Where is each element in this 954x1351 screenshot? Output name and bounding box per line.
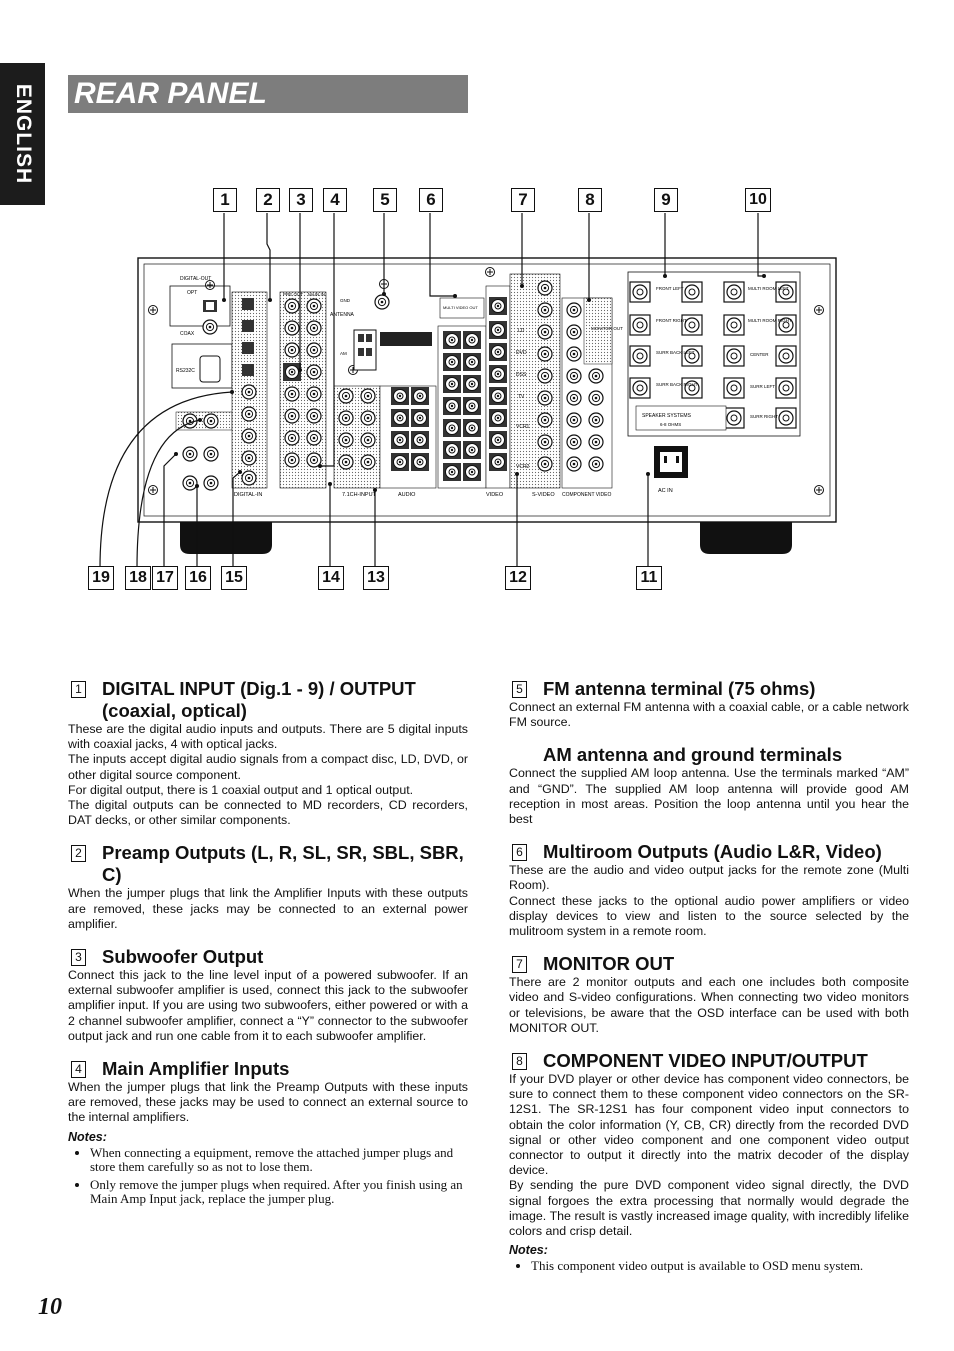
- source-label: TV: [518, 394, 525, 400]
- section-number: 6: [512, 844, 527, 861]
- speaker-label: SURR LEFT: [750, 384, 776, 389]
- callout-16: 16: [185, 566, 211, 590]
- notes-heading: Notes:: [509, 1243, 548, 1258]
- paragraph: If your DVD player or other device has component video connectors, be sure to connect them to these component video connectors on the SR-12S1. The SR-12S1 has four component video input connectors to obtain the color information (Y, CB, CR) directly from the recorded DVD signal or other video component and one component video output connector to output it directly into the matrix decoder of the display device.: [509, 1072, 909, 1178]
- section-digital-io: [68, 678, 468, 828]
- notes-list: [68, 1146, 468, 1207]
- note-item: • This component video output is available to OSD menu system.: [531, 1259, 909, 1274]
- source-label: DSS: [516, 372, 527, 378]
- callout-1: 1: [213, 188, 237, 212]
- section-heading: 3 Subwoofer Output: [68, 946, 468, 968]
- source-label: LD: [518, 328, 525, 334]
- svideo-label: S-VIDEO: [532, 492, 555, 498]
- section-number: 7: [512, 956, 527, 973]
- speaker-label: CENTER: [750, 352, 769, 357]
- paragraph: The digital outputs can be connected to MD recorders, CD recorders, DAT decks, or other similar components.: [68, 798, 468, 828]
- digital-out-label: DIGITAL-OUT: [180, 276, 212, 282]
- am-label: AM: [340, 351, 347, 356]
- section-monitor-out: [509, 953, 909, 1036]
- source-label: VCR2: [516, 464, 530, 470]
- digital-in-label: DIGITAL-IN: [234, 492, 263, 498]
- callout-14: 14: [318, 566, 344, 590]
- section-heading: 2 Preamp Outputs (L, R, SL, SR, SBL, SBR, C): [68, 842, 468, 886]
- callout-17: 17: [152, 566, 178, 590]
- speaker-label: SURR BACK LEFT: [656, 350, 695, 355]
- notes-list: [509, 1259, 909, 1274]
- callout-9: 9: [654, 188, 678, 212]
- rear-panel-diagram: [0, 0, 954, 660]
- multi-video-out-label: MULTI VIDEO OUT: [443, 305, 478, 310]
- section-heading: 5 FM antenna terminal (75 ohms): [509, 678, 909, 700]
- page-title: REAR PANEL: [74, 77, 267, 110]
- section-preamp-outputs: [68, 842, 468, 932]
- callout-10: 10: [745, 188, 771, 212]
- section-number: 8: [512, 1053, 527, 1070]
- speaker-label: SURR RIGHT: [750, 414, 778, 419]
- paragraph: Connect an external FM antenna with a coaxial cable, or a cable network FM source.: [509, 700, 909, 730]
- left-column: [68, 678, 468, 1221]
- rs232c-label: RS232C: [176, 368, 195, 374]
- callout-7: 7: [511, 188, 535, 212]
- monitor-out-label: MONITOR OUT: [591, 326, 623, 331]
- notes-heading: Notes:: [68, 1129, 107, 1144]
- paragraph: These are the audio and video output jacks for the remote zone (Multi Room).: [509, 863, 909, 893]
- section-subwoofer-output: [68, 946, 468, 1044]
- speaker-label: FRONT LEFT: [656, 286, 684, 291]
- opt-label: OPT: [187, 290, 198, 296]
- coax-label: COAX: [180, 331, 195, 337]
- video-label: VIDEO: [486, 492, 504, 498]
- callout-12: 12: [505, 566, 531, 590]
- section-heading: 7 MONITOR OUT: [509, 953, 909, 975]
- callout-19: 19: [88, 566, 114, 590]
- note-item: • Only remove the jumper plugs when required. After you finish using an Main Amp Input jack, replace the jumper plug.: [90, 1178, 468, 1207]
- paragraph: By sending the pure DVD component video signal directly, the DVD signal forgoes the extra processing that normally would degrade the image. The result is vastly increased image quality, with incredibly lifelike colors and crisp detail.: [509, 1178, 909, 1239]
- speaker-label: MULTI ROOM LEFT: [748, 286, 789, 291]
- callout-11: 11: [636, 566, 662, 590]
- section-number: 4: [71, 1061, 86, 1078]
- section-multiroom-outputs: [509, 841, 909, 939]
- paragraph: When the jumper plugs that link the Preamp Outputs with these inputs are removed, these jacks may be used to connect an external source to the internal amplifiers.: [68, 1080, 468, 1125]
- section-number: 2: [71, 845, 86, 862]
- ohms-label: 6-8 OHMS: [660, 422, 682, 427]
- section-number: 3: [71, 949, 86, 966]
- section-heading: 4 Main Amplifier Inputs: [68, 1058, 468, 1080]
- page-number: 10: [38, 1294, 62, 1320]
- speaker-label: FRONT RIGHT: [656, 318, 687, 323]
- antenna-label: ANTENNA: [330, 312, 354, 318]
- mainin-label: MAIN IN: [308, 292, 326, 297]
- callout-3: 3: [289, 188, 313, 212]
- note-item: • When connecting a equipment, remove the attached jumper plugs and store them carefully so as not to lose them.: [90, 1146, 468, 1175]
- callout-15: 15: [221, 566, 247, 590]
- section-component-video: [509, 1050, 909, 1274]
- callout-13: 13: [363, 566, 389, 590]
- section-number: 1: [71, 681, 86, 698]
- 71ch-input-label: 7.1CH-INPUT: [342, 492, 376, 498]
- paragraph: The inputs accept digital audio signals from a compact disc, LD, DVD, or other digital source component.: [68, 752, 468, 782]
- paragraph: When the jumper plugs that link the Amplifier Inputs with these outputs are removed, these jacks may be connected to an external power amplifier.: [68, 886, 468, 931]
- paragraph: Connect the supplied AM loop antenna. Use the terminals marked “AM” and “GND”. The supplied AM loop antenna will provide good AM reception in most areas. Position the loop antenna until you hear the best: [509, 766, 909, 827]
- ac-in-label: AC IN: [658, 488, 673, 494]
- section-main-amp-inputs: [68, 1058, 468, 1207]
- gnd-label: GND: [340, 298, 350, 303]
- paragraph: For digital output, there is 1 coaxial output and 1 optical output.: [68, 782, 414, 797]
- callout-4: 4: [323, 188, 347, 212]
- callout-2: 2: [256, 188, 280, 212]
- speaker-label: MULTI ROOM RIGHT: [748, 318, 792, 323]
- section-heading: 8 COMPONENT VIDEO INPUT/OUTPUT: [509, 1050, 909, 1072]
- callout-8: 8: [578, 188, 602, 212]
- paragraph: There are 2 monitor outputs and each one includes both composite video and S-video configurations. When connecting two video monitors or televisions, be aware that the OSD interface can be used with both MONITOR OUT.: [509, 975, 909, 1035]
- section-am-antenna: [509, 744, 909, 827]
- preout-label: PRE OUT: [283, 292, 304, 297]
- section-heading: 1 DIGITAL INPUT (Dig.1 - 9) / OUTPUT (coaxial, optical): [68, 678, 468, 722]
- component-video-label: COMPONENT VIDEO: [562, 492, 612, 498]
- source-label: DVD: [516, 350, 527, 356]
- section-heading: 6 Multiroom Outputs (Audio L&R, Video): [509, 841, 909, 863]
- paragraph: These are the digital audio inputs and outputs. There are 5 digital inputs with coaxial jacks, 4 with optical jacks.: [68, 722, 468, 752]
- speaker-systems-label: SPEAKER SYSTEMS: [642, 413, 691, 419]
- paragraph: Connect this jack to the line level input of a powered subwoofer. If an external subwoofer amplifier is used, connect this jack to the subwoofer amplifier input. If you are using two subwoofers, either powered or with a 2 channel subwoofer amplifier, connect a “Y” connector to the subwoofer output jack and run one cable from it to each subwoofer amplifier.: [68, 968, 468, 1043]
- language-label: ENGLISH: [11, 83, 35, 185]
- callout-6: 6: [419, 188, 443, 212]
- section-number: 5: [512, 681, 527, 698]
- section-heading: AM antenna and ground terminals: [543, 744, 843, 766]
- right-column: [509, 678, 909, 1288]
- callout-18: 18: [125, 566, 151, 590]
- section-fm-antenna: [509, 678, 909, 730]
- audio-label: AUDIO: [398, 492, 416, 498]
- callout-5: 5: [373, 188, 397, 212]
- source-label: VCR1: [516, 424, 530, 430]
- speaker-label: SURR BACK RIGHT: [656, 382, 698, 387]
- paragraph: Connect these jacks to the optional audio power amplifiers or video display devices to view and listen to the source selected by the mulitroom system in a remote room.: [509, 893, 909, 939]
